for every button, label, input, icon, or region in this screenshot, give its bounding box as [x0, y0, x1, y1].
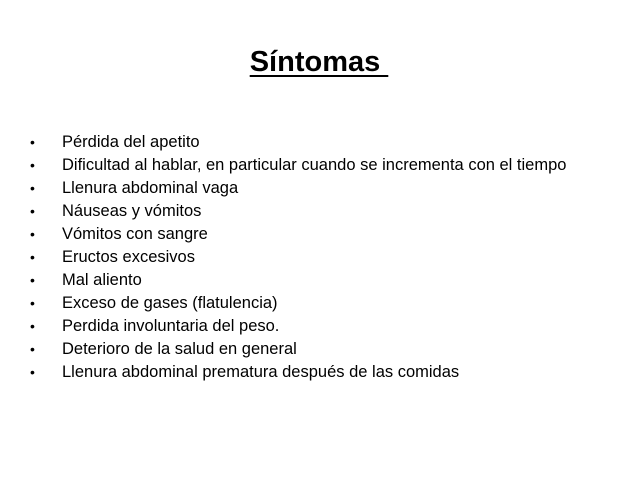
bullet-icon: •	[30, 226, 35, 242]
bullet-icon: •	[30, 364, 35, 380]
list-item-text: Eructos excesivos	[62, 248, 195, 266]
list-item-text: Dificultad al hablar, en particular cuando se incrementa con el tiempo	[62, 156, 567, 174]
list-item-text: Llenura abdominal prematura después de las comidas	[62, 363, 460, 381]
list-item-text: Llenura abdominal vaga	[62, 179, 239, 197]
bullet-icon: •	[30, 203, 35, 219]
slide-title	[0, 42, 638, 82]
bullet-icon: •	[30, 134, 35, 150]
list-item	[30, 338, 575, 360]
symptom-list	[30, 131, 575, 384]
list-item	[30, 223, 575, 245]
bullet-icon: •	[30, 295, 35, 311]
list-item-text: Vómitos con sangre	[62, 225, 208, 243]
list-item	[30, 200, 575, 222]
list-item	[30, 131, 575, 153]
bullet-icon: •	[30, 272, 35, 288]
list-item-text: Exceso de gases (flatulencia)	[62, 294, 278, 312]
list-item	[30, 292, 575, 314]
bullet-icon: •	[30, 249, 35, 265]
bullet-icon: •	[30, 180, 35, 196]
list-item	[30, 154, 575, 176]
list-item-text: Deterioro de la salud en general	[62, 340, 297, 358]
bullet-icon: •	[30, 318, 35, 334]
slide-title-text: Síntomas	[249, 46, 389, 78]
list-item-text: Náuseas y vómitos	[62, 202, 202, 220]
list-item	[30, 361, 575, 383]
list-item-text: Pérdida del apetito	[62, 133, 200, 151]
list-item	[30, 246, 575, 268]
list-item-text: Mal aliento	[62, 271, 142, 289]
bullet-icon: •	[30, 341, 35, 357]
list-item	[30, 315, 575, 337]
bullet-icon: •	[30, 157, 35, 173]
list-item	[30, 177, 575, 199]
list-item	[30, 269, 575, 291]
list-item-text: Perdida involuntaria del peso.	[62, 317, 280, 335]
